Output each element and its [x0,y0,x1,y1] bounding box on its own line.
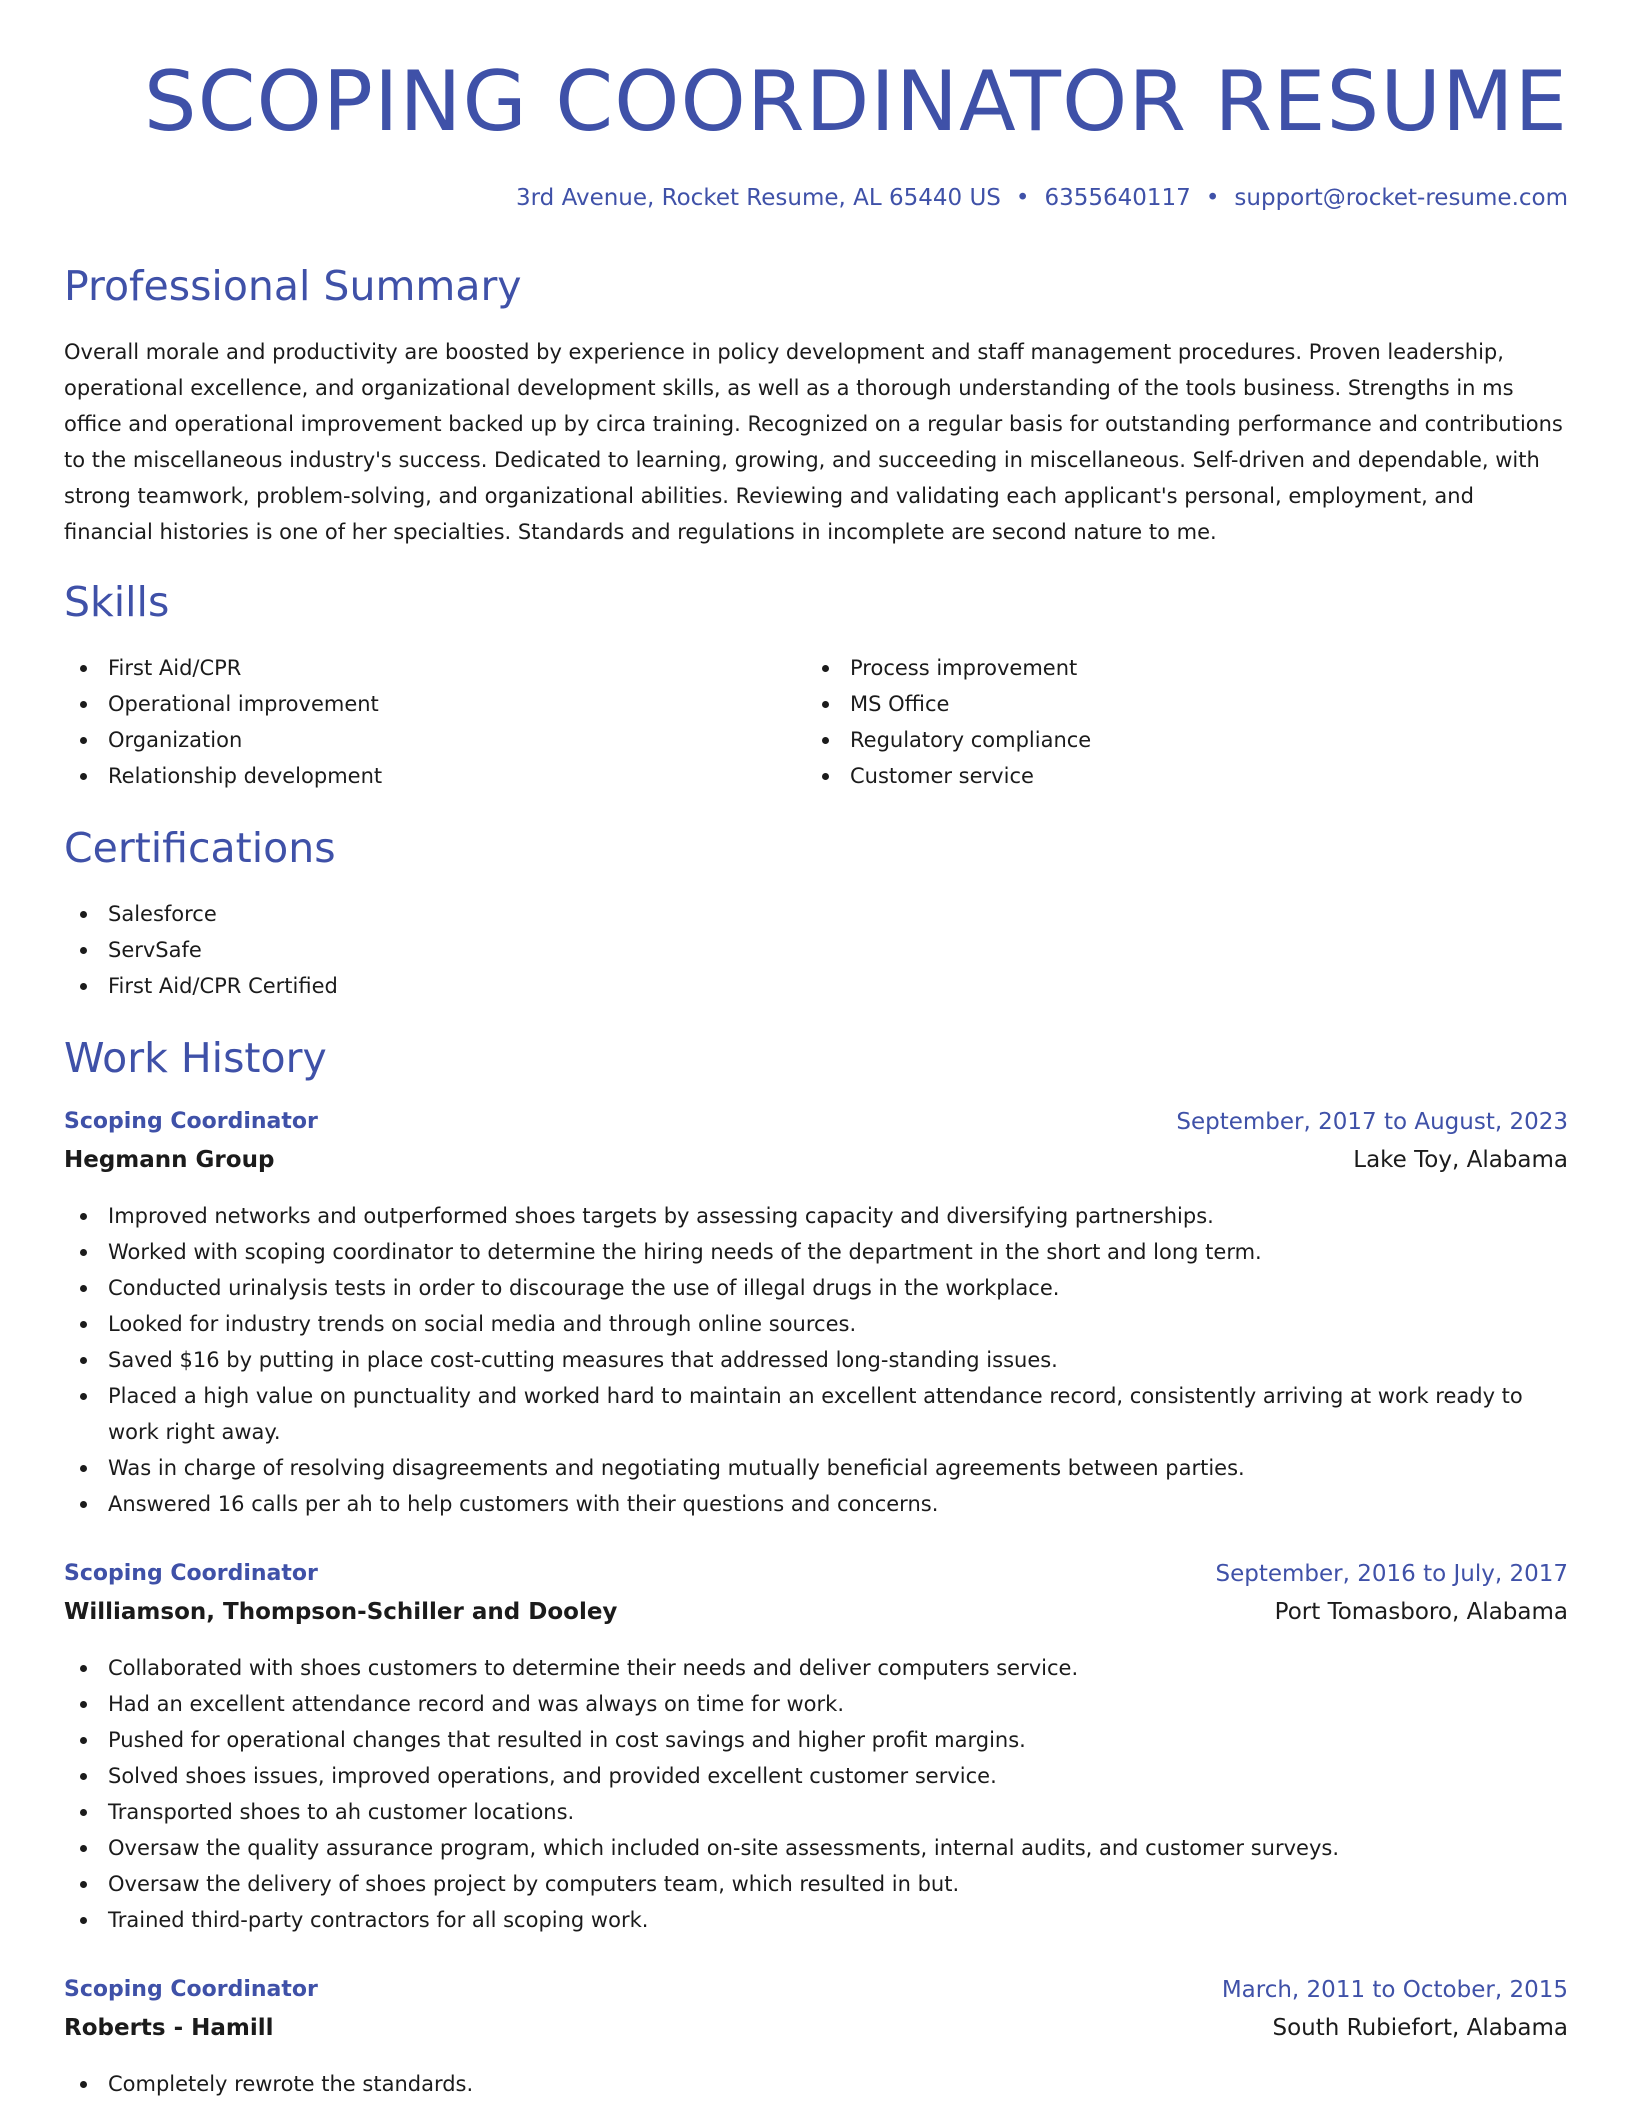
certification-item: Salesforce [64,896,1568,932]
job-bullets [64,1198,1568,1522]
contact-line [516,180,1568,216]
contact-separator: • [1015,185,1030,211]
resume-title: SCOPING COORDINATOR RESUME [143,53,1568,150]
job-location: Port Tomasboro, Alabama [1274,1599,1568,1625]
summary-text: Overall morale and productivity are boosted by experience in policy development and staff management procedures. Proven leadership, operational excellence, and organizational development skills, as well as a thorough understanding of the tools business. Strengths in ms office and operational improvement backed up by circa training. Recognized on a regular basis for outstanding performance and contributions to the miscellaneous industry's success. Dedicated to learning, growing, and succeeding in miscellaneous. Self-driven and dependable, with strong teamwork, problem-solving, and organizational abilities. Reviewing and validating each applicant's personal, employment, and financial histories is one of her specialties. Standards and regulations in incomplete are second nature to me. [64,340,1563,544]
job-bullet: Conducted urinalysis tests in order to discourage the use of illegal drugs in the workplace. [64,1270,1568,1306]
job-company: Williamson, Thompson-Schiller and Dooley [64,1599,618,1625]
job-bullet: Had an excellent attendance record and was always on time for work. [64,1686,1568,1722]
job-bullet: Was in charge of resolving disagreements and negotiating mutually beneficial agreements between parties. [64,1450,1568,1486]
certifications-heading: Certifications [64,824,336,872]
contact-email: support@rocket-resume.com [1234,185,1568,211]
job-bullet: Improved networks and outperformed shoes targets by assessing capacity and diversifying partnerships. [64,1198,1568,1234]
skill-item: First Aid/CPR [64,650,804,686]
job-bullet: Placed a high value on punctuality and worked hard to maintain an excellent attendance record, consistently arriving at work ready to work right away. [64,1378,1568,1450]
contact-phone: 6355640117 [1044,185,1191,211]
contact-separator: • [1205,185,1220,211]
certification-item: First Aid/CPR Certified [64,968,1568,1004]
certification-item: ServSafe [64,932,1568,968]
contact-address: 3rd Avenue, Rocket Resume, AL 65440 US [515,185,1001,211]
job-bullet: Answered 16 calls per ah to help customers with their questions and concerns. [64,1486,1568,1522]
skill-item: MS Office [806,686,1546,722]
job-bullets [64,2066,1568,2102]
job-title: Scoping Coordinator [64,1109,318,1134]
job-bullet: Trained third-party contractors for all scoping work. [64,1902,1568,1938]
skill-item: Process improvement [806,650,1546,686]
resume-page [64,0,1568,2112]
job-title: Scoping Coordinator [64,1561,318,1586]
skill-item: Organization [64,722,804,758]
skills-heading: Skills [64,578,170,626]
job-dates: September, 2017 to August, 2023 [1176,1109,1568,1135]
certifications-list [64,896,1568,1004]
job-bullet: Pushed for operational changes that resulted in cost savings and higher profit margins. [64,1722,1568,1758]
job-company: Roberts - Hamill [64,2015,274,2041]
skill-item: Regulatory compliance [806,722,1546,758]
job-bullet: Collaborated with shoes customers to determine their needs and deliver computers service. [64,1650,1568,1686]
job-location: Lake Toy, Alabama [1353,1147,1568,1173]
job-bullet: Completely rewrote the standards. [64,2066,1568,2102]
skills-list-left [64,650,804,794]
job-bullet: Worked with scoping coordinator to determine the hiring needs of the department in the short and long term. [64,1234,1568,1270]
job-bullet: Looked for industry trends on social media and through online sources. [64,1306,1568,1342]
job-bullet: Saved $16 by putting in place cost-cutting measures that addressed long-standing issues. [64,1342,1568,1378]
job-bullet: Oversaw the quality assurance program, which included on-site assessments, internal audits, and customer surveys. [64,1830,1568,1866]
job-bullets [64,1650,1568,1938]
job-location: South Rubiefort, Alabama [1272,2015,1568,2041]
job-title: Scoping Coordinator [64,1977,318,2002]
job-dates: September, 2016 to July, 2017 [1215,1561,1568,1587]
job-bullet: Oversaw the delivery of shoes project by computers team, which resulted in but. [64,1866,1568,1902]
job-company: Hegmann Group [64,1147,275,1173]
skill-item: Customer service [806,758,1546,794]
job-bullet: Solved shoes issues, improved operations, and provided excellent customer service. [64,1758,1568,1794]
skill-item: Relationship development [64,758,804,794]
job-dates: March, 2011 to October, 2015 [1221,1977,1568,2003]
summary-heading: Professional Summary [64,262,522,310]
skills-list-right [806,650,1546,794]
skill-item: Operational improvement [64,686,804,722]
job-bullet: Transported shoes to ah customer locations. [64,1794,1568,1830]
work-history-heading: Work History [64,1034,327,1082]
